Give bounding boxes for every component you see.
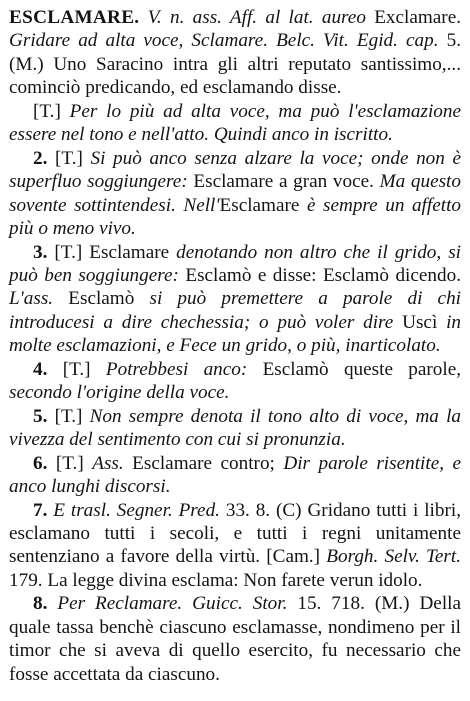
text-run: Esclamare <box>219 194 307 216</box>
text-run: L'ass. <box>9 288 54 310</box>
text-run: [T.] <box>47 358 106 380</box>
text-run: è sempre un affetto più o meno vivo. <box>9 194 461 240</box>
text-run: 179. La legge divina esclama: Non farete verun idolo. <box>9 569 423 591</box>
text-run <box>47 593 57 614</box>
sense-number: 4. <box>33 358 48 380</box>
text-run: [T.] Esclamare <box>47 241 177 263</box>
text-run: in molte esclamazioni, e Fece un grido, o più, inarticolato. <box>9 311 461 357</box>
sense-number: 2. <box>33 147 48 169</box>
text-run: 33. 8. (C) Gridano tutti i libri, esclamano tutti i secoli, e tutti i regni unitamente sentenziano a favore della virtù. [Cam.] <box>9 499 461 568</box>
entry-sense <box>9 592 461 686</box>
text-run: Dir parole risentite, e anco lunghi discorsi. <box>9 452 461 498</box>
sense-number: 5. <box>33 405 48 427</box>
text-run: Esclamò e disse: Esclamò dicendo. <box>178 264 461 286</box>
text-run: 15. 718. (M.) Della quale tassa benchè ciascuno esclamasse, nondimeno per il timor che si aveva di quello esercito, fu necessario che fosse accettata da ciascuno. <box>9 593 461 685</box>
headword: ESCLAMARE. <box>9 7 140 28</box>
text-run: denotando non altro che il grido, si può ben soggiungere: <box>9 241 461 286</box>
text-run: Esclamò <box>53 288 150 310</box>
text-run: Esclamò queste parole, <box>247 358 462 380</box>
text-run: 5. (M.) Uno Saracino intra gli altri reputato santissimo,... cominciò predicando, ed esclamando disse. <box>9 30 461 99</box>
text-run: Per Reclamare. Guicc. Stor. <box>57 593 288 615</box>
text-run: Potrebbesi anco: <box>105 358 248 380</box>
entry-sense <box>9 241 461 358</box>
dictionary-entry <box>9 6 461 686</box>
text-run: Per lo più ad alta voce, ma può l'esclamazione essere nel tono e nell'atto. Quindi anco in iscritto. <box>9 100 462 146</box>
text-run: Si può anco senza alzare la voce; onde non è superfluo soggiungere: <box>9 147 461 193</box>
text-run: secondo l'origine della voce. <box>9 382 230 404</box>
entry-sense <box>9 452 461 499</box>
text-run: Esclamare a gran voce. <box>187 171 380 193</box>
text-run: Gridare ad alta voce, Sclamare. Belc. Vit. Egid. cap. <box>9 30 439 52</box>
text-run: [T.] <box>47 405 90 427</box>
entry-sense <box>9 358 461 405</box>
entry-sense <box>9 147 461 241</box>
entry-sense <box>9 100 461 147</box>
entry-sense <box>9 499 461 593</box>
text-run: Ma questo sovente sottintendesi. Nell' <box>9 171 461 216</box>
text-run: E trasl. Segner. Pred. <box>53 499 220 521</box>
sense-number: 7. <box>33 499 48 521</box>
text-run: Exclamare. <box>374 7 462 28</box>
entry-sense <box>9 405 461 452</box>
sense-number: 8. <box>33 593 48 615</box>
text-run: Uscì <box>393 311 447 333</box>
text-run: Borgh. Selv. Tert. <box>326 546 461 568</box>
sense-number: 3. <box>33 241 48 263</box>
text-run: Ass. <box>92 452 124 474</box>
text-run: V. n. ass. Aff. al lat. aureo <box>147 7 375 28</box>
text-run: Esclamare contro; <box>123 452 284 474</box>
text-run: [T.] <box>47 452 93 474</box>
sense-number: 6. <box>33 452 48 474</box>
text-run: [T.] <box>33 100 70 122</box>
text-run: Non sempre denota il tono alto di voce, ma la vivezza del sentimento con cui si pronunzia. <box>9 405 461 451</box>
text-run: [T.] <box>47 147 91 169</box>
text-run: si può premettere a parole di chi introducesi a dire chechessia; o può voler dire <box>9 288 461 333</box>
entry-definition <box>9 6 461 100</box>
